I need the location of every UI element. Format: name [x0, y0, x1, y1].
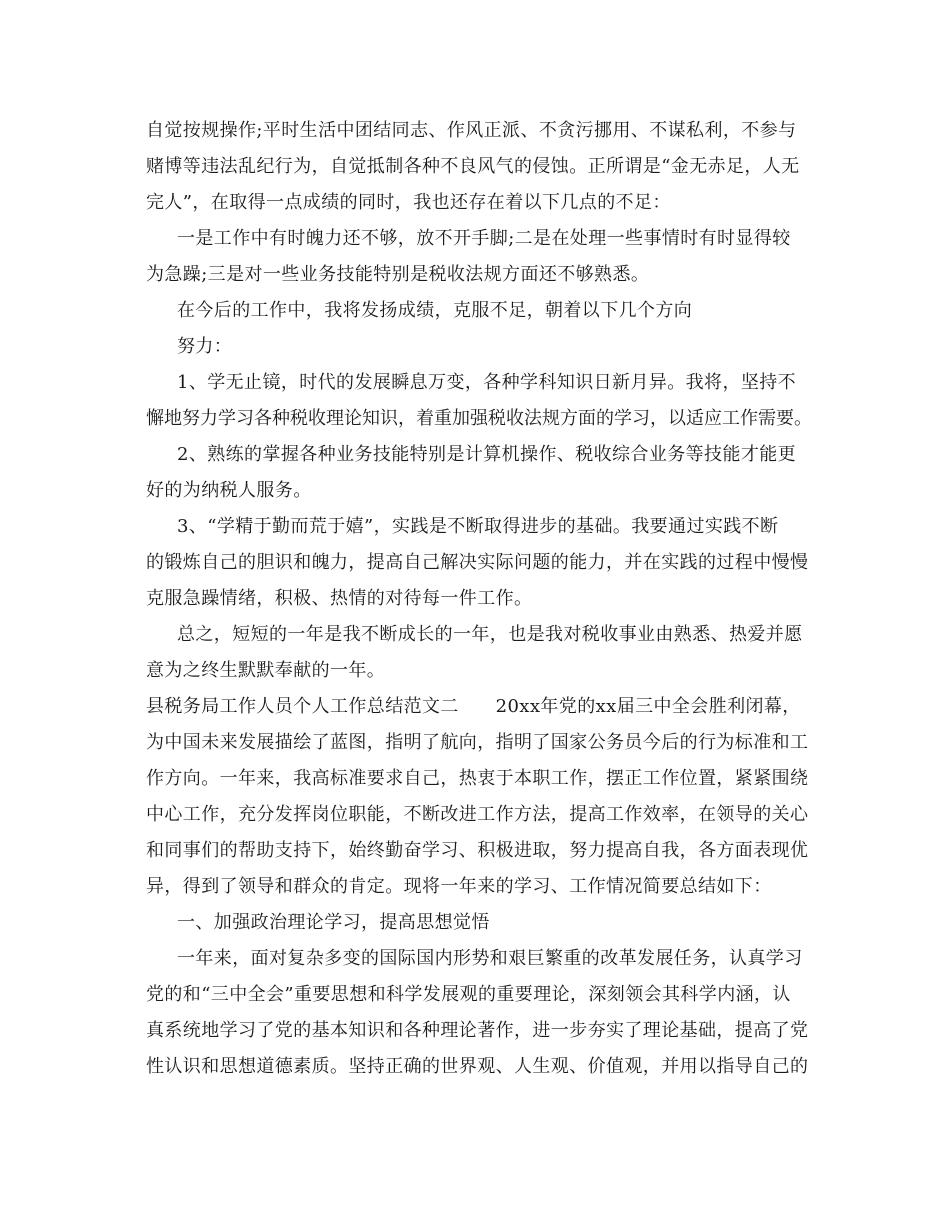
text-line: 自觉按规操作;平时生活中团结同志、作风正派、不贪污挪用、不谋私利，不参与 [146, 120, 797, 141]
text-line: 中心工作，充分发挥岗位职能，不断改进工作方法，提高工作效率，在领导的关心 [146, 804, 809, 825]
text-line: 努力： [177, 336, 233, 357]
text-line: 党的和“三中全会”重要思想和科学发展观的重要理论，深刻领会其科学内涵，认 [146, 984, 791, 1005]
text-line: 异，得到了领导和群众的肯定。现将一年来的学习、工作情况简要总结如下： [146, 876, 772, 897]
text-line: 和同事们的帮助支持下，始终勤奋学习、积极进取，努力提高自我，各方面表现优 [146, 840, 809, 861]
text-line: 完人”，在取得一点成绩的同时，我也还存在着以下几点的不足： [146, 192, 671, 213]
text-line: 为急躁;三是对一些业务技能特别是税收法规方面还不够熟悉。 [146, 264, 650, 285]
text-line: 2、熟练的掌握各种业务技能特别是计算机操作、税收综合业务等技能才能更 [177, 444, 797, 465]
text-line: 3、“学精于勤而荒于嬉”，实践是不断取得进步的基础。我要通过实践不断 [177, 516, 779, 537]
text-line: 的锻炼自己的胆识和魄力，提高自己解决实际问题的能力，并在实践的过程中慢慢 [146, 552, 809, 573]
text-line: 真系统地学习了党的基本知识和各种理论著作，进一步夯实了理论基础，提高了党 [146, 1020, 809, 1041]
text-line: 懈地努力学习各种税收理论知识，着重加强税收法规方面的学习，以适应工作需要。 [146, 408, 812, 429]
text-line: 一年来，面对复杂多变的国际国内形势和艰巨繁重的改革发展任务，认真学习 [177, 948, 803, 969]
text-line: 性认识和思想道德素质。坚持正确的世界观、人生观、价值观，并用以指导自己的 [146, 1056, 809, 1077]
text-line: 一是工作中有时魄力还不够，放不开手脚;二是在处理一些事情时有时显得较 [177, 228, 791, 249]
section-title-line: 县税务局工作人员个人工作总结范文二 20xx年党的xx届三中全会胜利闭幕， [146, 696, 801, 717]
subheading-line: 一、加强政治理论学习，提高思想觉悟 [177, 912, 490, 933]
text-line: 克服急躁情绪，积极、热情的对待每一件工作。 [146, 588, 533, 609]
text-line: 总之，短短的一年是我不断成长的一年，也是我对税收事业由熟悉、热爱并愿 [177, 624, 803, 645]
text-line: 在今后的工作中，我将发扬成绩，克服不足，朝着以下几个方向 [177, 300, 693, 321]
text-line: 作方向。一年来，我高标准要求自己，热衷于本职工作，摆正工作位置，紧紧围绕 [146, 768, 809, 789]
text-line: 为中国未来发展描绘了蓝图，指明了航向，指明了国家公务员今后的行为标准和工 [146, 732, 809, 753]
text-line: 好的为纳税人服务。 [146, 480, 312, 501]
text-line: 赌博等违法乱纪行为，自觉抵制各种不良风气的侵蚀。正所谓是“金无赤足，人无 [146, 156, 800, 177]
text-line: 意为之终生默默奉献的一年。 [146, 660, 386, 681]
text-line: 1、学无止镜，时代的发展瞬息万变，各种学科知识日新月异。我将，坚持不 [177, 372, 797, 393]
